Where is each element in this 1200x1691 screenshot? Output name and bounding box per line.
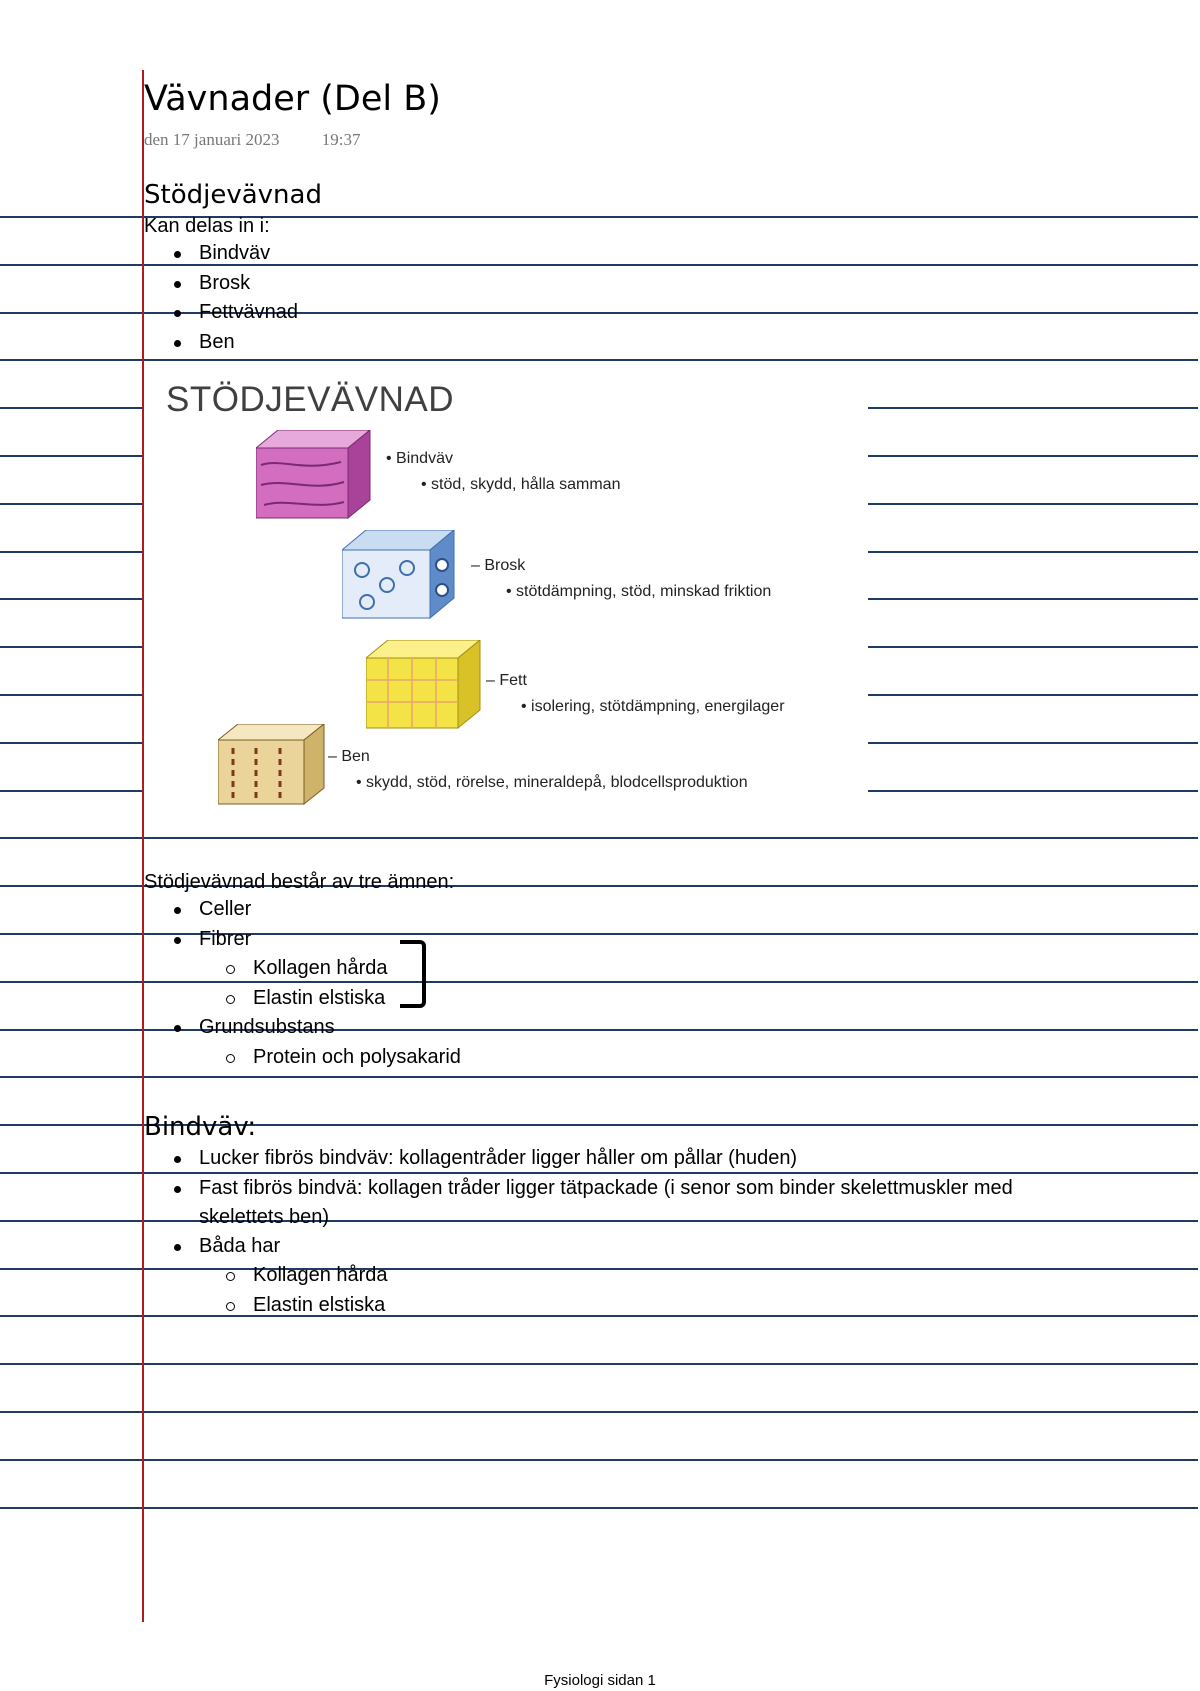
list-item: Fettvävnad [144, 298, 322, 328]
ruling-line [0, 359, 1198, 361]
list-item: Ben [144, 328, 322, 358]
list-item: Protein och polysakarid [144, 1043, 1144, 1073]
section-bindvav [144, 1112, 1144, 1320]
section-heading: Stödjevävnad [144, 180, 322, 210]
slide-detail: • stötdämpning, stöd, minskad friktion [506, 583, 772, 600]
ruling-line [0, 1076, 1198, 1078]
page-time: 19:37 [321, 130, 361, 149]
substance-list [144, 895, 1144, 1072]
list-item: Fast fibrös bindvä: kollagen tråder ligger tätpackade (i senor som binder skelettmuskler med skelettets ben) [144, 1174, 1044, 1232]
section-tre-amnen [144, 870, 1144, 1072]
list-item: Celler [144, 895, 1144, 925]
bindvav-list [144, 1144, 1044, 1320]
slide-detail: • isolering, stötdämpning, energilager [521, 698, 785, 715]
slide-label: – Fett [486, 672, 527, 689]
ruling-line [0, 1507, 1198, 1509]
tissue-list [144, 239, 322, 357]
page-title: Vävnader (Del B) [144, 79, 441, 119]
ruling-line [0, 1411, 1198, 1413]
handwritten-bracket [400, 940, 426, 1008]
list-item: Kollagen hårda [144, 954, 1144, 984]
slide-label: – Brosk [471, 557, 526, 574]
brosk-cube-icon [342, 530, 460, 620]
list-item: Elastin elstiska [144, 1291, 1044, 1321]
slide-detail: • stöd, skydd, hålla samman [421, 476, 621, 493]
slide-image [146, 362, 868, 822]
list-item: Grundsubstans [144, 1013, 1144, 1043]
section-intro: Stödjevävnad består av tre ämnen: [144, 871, 455, 893]
page-meta [144, 130, 360, 150]
list-item: Lucker fibrös bindväv: kollagentråder ligger håller om pållar (huden) [144, 1144, 1044, 1174]
slide-label: • Bindväv [386, 450, 453, 467]
slide-detail: • skydd, stöd, rörelse, mineraldepå, blodcellsproduktion [356, 774, 748, 791]
slide-title: STÖDJEVÄVNAD [166, 380, 454, 419]
ruling-line [0, 1363, 1198, 1365]
section-stodjevavnad [144, 180, 322, 357]
list-item: Fibrer [144, 925, 1144, 955]
slide-label: – Ben [328, 748, 370, 765]
ruling-line [0, 1459, 1198, 1461]
page-footer: Fysiologi sidan 1 [544, 1672, 656, 1689]
page-date: den 17 januari 2023 [144, 130, 280, 149]
section-intro: Kan delas in i: [144, 215, 270, 237]
ben-cube-icon [218, 724, 330, 806]
list-item: Kollagen hårda [144, 1261, 1044, 1291]
list-item: Elastin elstiska [144, 984, 1144, 1014]
section-heading: Bindväv: [144, 1112, 257, 1142]
list-item: Brosk [144, 269, 322, 299]
list-item: Båda har [144, 1232, 1044, 1262]
bindvav-cube-icon [256, 430, 376, 520]
list-item: Bindväv [144, 239, 322, 269]
fett-cube-icon [366, 640, 486, 730]
ruling-line [0, 837, 1198, 839]
